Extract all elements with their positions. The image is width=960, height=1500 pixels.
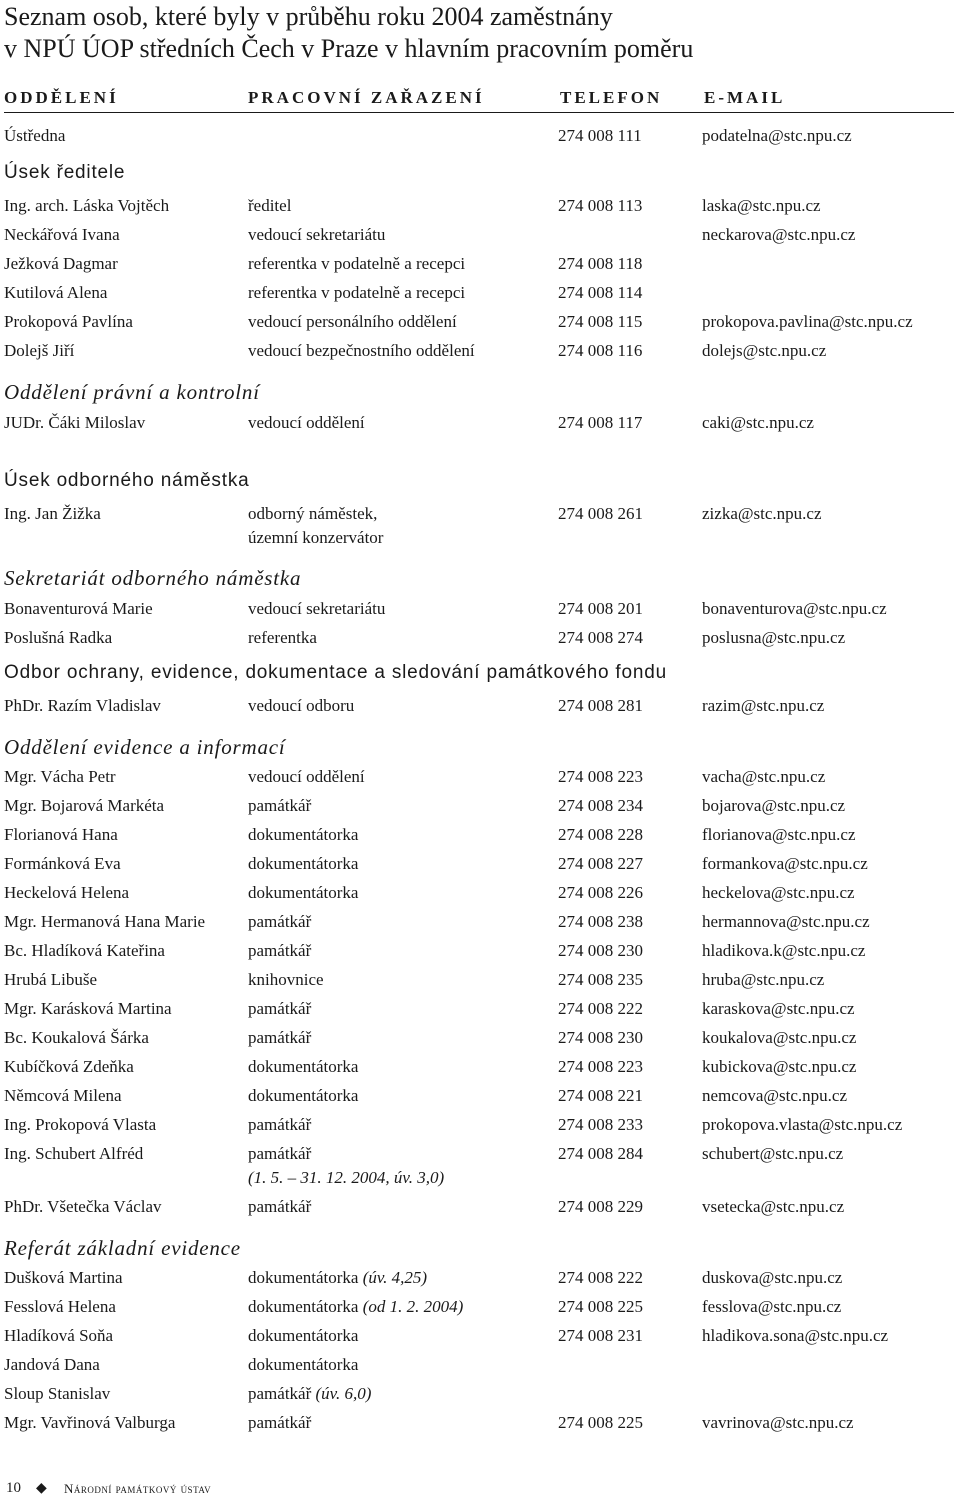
email: duskova@stc.npu.cz	[702, 1268, 843, 1287]
person-name: Bonaventurová Marie	[4, 599, 153, 618]
page-title-line-1: Seznam osob, které byly v průběhu roku 2004 zaměstnány	[4, 2, 613, 31]
email: razim@stc.npu.cz	[702, 696, 825, 715]
table-row	[0, 1115, 960, 1139]
table-row	[0, 312, 960, 336]
email: hermannova@stc.npu.cz	[702, 912, 870, 931]
email: vsetecka@stc.npu.cz	[702, 1197, 845, 1216]
header-position: PRACOVNÍ ZAŘAZENÍ	[248, 88, 485, 107]
table-row	[0, 854, 960, 878]
person-name: Bc. Hladíková Kateřina	[4, 941, 165, 960]
phone: 274 008 222	[558, 1268, 643, 1287]
email: formankova@stc.npu.cz	[702, 854, 868, 873]
person-name: Mgr. Vácha Petr	[4, 767, 116, 786]
position-continuation: územní konzervátor	[248, 528, 384, 547]
phone: 274 008 223	[558, 1057, 643, 1076]
table-row	[0, 1144, 960, 1168]
phone: 274 008 229	[558, 1197, 643, 1216]
person-name: Ježková Dagmar	[4, 254, 118, 273]
email: kubickova@stc.npu.cz	[702, 1057, 857, 1076]
section-heading: Sekretariát odborného náměstka	[4, 566, 302, 590]
email: prokopova.pavlina@stc.npu.cz	[702, 312, 913, 331]
person-name: PhDr. Všetečka Václav	[4, 1197, 162, 1216]
phone: 274 008 221	[558, 1086, 643, 1105]
table-row	[0, 504, 960, 528]
email: bonaventurova@stc.npu.cz	[702, 599, 887, 618]
table-row	[0, 970, 960, 994]
person-name: PhDr. Razím Vladislav	[4, 696, 161, 715]
table-row	[0, 413, 960, 437]
phone: 274 008 118	[558, 254, 643, 273]
person-name: Bc. Koukalová Šárka	[4, 1028, 149, 1047]
position: referentka v podatelně a recepci	[248, 283, 466, 302]
person-name: Kutilová Alena	[4, 283, 108, 302]
table-row	[0, 1413, 960, 1437]
position: vedoucí sekretariátu	[248, 599, 386, 618]
position-label: dokumentátorka	[248, 1297, 359, 1316]
phone: 274 008 281	[558, 696, 643, 715]
email: prokopova.vlasta@stc.npu.cz	[702, 1115, 903, 1134]
phone: 274 008 235	[558, 970, 643, 989]
position: dokumentátorka	[248, 883, 359, 902]
position: památkář	[248, 1028, 312, 1047]
table-row	[0, 254, 960, 278]
position: památkář	[248, 1144, 312, 1163]
phone: 274 008 226	[558, 883, 643, 902]
person-name: Heckelová Helena	[4, 883, 130, 902]
phone: 274 008 233	[558, 1115, 643, 1134]
header-phone: TELEFON	[560, 88, 663, 107]
email: schubert@stc.npu.cz	[702, 1144, 844, 1163]
phone: 274 008 113	[558, 196, 643, 215]
phone: 274 008 116	[558, 341, 643, 360]
person-name: Dušková Martina	[4, 1268, 123, 1287]
person-name: Ing. Jan Žižka	[4, 504, 101, 523]
table-row	[0, 1197, 960, 1221]
phone: 274 008 231	[558, 1326, 643, 1345]
email: florianova@stc.npu.cz	[702, 825, 856, 844]
email: podatelna@stc.npu.cz	[702, 126, 852, 145]
phone: 274 008 228	[558, 825, 643, 844]
email: bojarova@stc.npu.cz	[702, 796, 846, 815]
person-name: Hrubá Libuše	[4, 970, 98, 989]
position: památkář	[248, 1413, 312, 1432]
table-row	[0, 825, 960, 849]
position: památkář	[248, 1115, 312, 1134]
person-name: Kubíčková Zdeňka	[4, 1057, 134, 1076]
table-row	[0, 341, 960, 365]
phone: 274 008 117	[558, 413, 643, 432]
phone: 274 008 222	[558, 999, 643, 1018]
position: dokumentátorka	[248, 1057, 359, 1076]
position: vedoucí sekretariátu	[248, 225, 386, 244]
table-row	[0, 196, 960, 220]
person-name: Jandová Dana	[4, 1355, 100, 1374]
position-label: dokumentátorka	[248, 1268, 359, 1287]
position	[248, 1297, 463, 1317]
email: hladikova.k@stc.npu.cz	[702, 941, 866, 960]
section-heading: Referát základní evidence	[4, 1236, 241, 1260]
position: odborný náměstek,	[248, 504, 378, 523]
table-row	[0, 1268, 960, 1292]
section-heading: Oddělení evidence a informací	[4, 735, 286, 759]
person-name: Fesslová Helena	[4, 1297, 116, 1316]
phone: 274 008 284	[558, 1144, 643, 1163]
header-department: ODDĚLENÍ	[4, 88, 119, 107]
position: památkář	[248, 941, 312, 960]
email: vavrinova@stc.npu.cz	[702, 1413, 854, 1432]
email: nemcova@stc.npu.cz	[702, 1086, 847, 1105]
position: referentka	[248, 628, 317, 647]
person-name: Mgr. Bojarová Markéta	[4, 796, 165, 815]
phone: 274 008 114	[558, 283, 643, 302]
phone: 274 008 230	[558, 941, 643, 960]
position: památkář	[248, 912, 312, 931]
table-row	[0, 283, 960, 307]
email: neckarova@stc.npu.cz	[702, 225, 856, 244]
email: zizka@stc.npu.cz	[702, 504, 822, 523]
phone: 274 008 227	[558, 854, 643, 873]
table-row	[0, 1384, 960, 1408]
person-name: Neckářová Ivana	[4, 225, 120, 244]
person-name: Mgr. Karásková Martina	[4, 999, 172, 1018]
email: laska@stc.npu.cz	[702, 196, 821, 215]
person-name: Ing. Schubert Alfréd	[4, 1144, 144, 1163]
page-title-line-2: v NPÚ ÚOP středních Čech v Praze v hlavním pracovním poměru	[4, 34, 694, 63]
table-row	[0, 883, 960, 907]
section-heading: Oddělení právní a kontrolní	[4, 380, 260, 404]
position: dokumentátorka	[248, 825, 359, 844]
table-row	[0, 1086, 960, 1110]
email: fesslova@stc.npu.cz	[702, 1297, 842, 1316]
section-heading: Úsek odborného náměstka	[4, 470, 250, 491]
table-row	[0, 628, 960, 652]
email: karaskova@stc.npu.cz	[702, 999, 855, 1018]
person-name: Florianová Hana	[4, 825, 118, 844]
person-name: Formánková Eva	[4, 854, 121, 873]
person-name: Dolejš Jiří	[4, 341, 75, 360]
position: památkář	[248, 1197, 312, 1216]
person-name: JUDr. Čáki Miloslav	[4, 413, 146, 432]
table-row	[0, 1355, 960, 1379]
phone: 274 008 111	[558, 126, 642, 145]
diamond-icon: ◆	[36, 1481, 47, 1496]
phone: 274 008 261	[558, 504, 643, 523]
table-row	[0, 696, 960, 720]
table-row	[0, 912, 960, 936]
table-row	[0, 1326, 960, 1350]
position: památkář	[248, 999, 312, 1018]
email: poslusna@stc.npu.cz	[702, 628, 846, 647]
phone: 274 008 274	[558, 628, 643, 647]
email: hruba@stc.npu.cz	[702, 970, 825, 989]
position: referentka v podatelně a recepci	[248, 254, 466, 273]
header-email: E-MAIL	[704, 88, 786, 107]
position-label: památkář	[248, 1384, 312, 1403]
table-row	[0, 1028, 960, 1052]
person-name: Poslušná Radka	[4, 628, 113, 647]
email: heckelova@stc.npu.cz	[702, 883, 855, 902]
position: vedoucí oddělení	[248, 413, 365, 432]
person-name: Ústředna	[4, 126, 66, 145]
phone: 274 008 115	[558, 312, 643, 331]
page-number: 10	[6, 1480, 21, 1496]
position: památkář	[248, 796, 312, 815]
person-name: Mgr. Hermanová Hana Marie	[4, 912, 206, 931]
email: dolejs@stc.npu.cz	[702, 341, 827, 360]
phone: 274 008 225	[558, 1413, 643, 1432]
person-name: Prokopová Pavlína	[4, 312, 133, 331]
phone: 274 008 238	[558, 912, 643, 931]
person-name: Ing. arch. Láska Vojtěch	[4, 196, 170, 215]
person-name: Němcová Milena	[4, 1086, 122, 1105]
position: dokumentátorka	[248, 1086, 359, 1105]
email: caki@stc.npu.cz	[702, 413, 814, 432]
email: koukalova@stc.npu.cz	[702, 1028, 857, 1047]
person-name: Hladíková Soňa	[4, 1326, 114, 1345]
position: ředitel	[248, 196, 292, 215]
position: vedoucí odboru	[248, 696, 355, 715]
employment-note: (1. 5. – 31. 12. 2004, úv. 3,0)	[248, 1168, 445, 1187]
position	[248, 1268, 427, 1288]
position-note: (úv. 6,0)	[315, 1384, 372, 1403]
table-row	[0, 225, 960, 249]
person-name: Mgr. Vavřinová Valburga	[4, 1413, 176, 1432]
table-row	[0, 1297, 960, 1321]
position	[248, 1384, 371, 1404]
table-header	[4, 88, 954, 113]
position-note: (od 1. 2. 2004)	[362, 1297, 464, 1316]
table-row	[0, 941, 960, 965]
phone: 274 008 225	[558, 1297, 643, 1316]
position: vedoucí oddělení	[248, 767, 365, 786]
position: knihovnice	[248, 970, 324, 989]
phone: 274 008 223	[558, 767, 643, 786]
table-row	[0, 599, 960, 623]
section-heading: Odbor ochrany, evidence, dokumentace a sledování památkového fondu	[4, 662, 667, 683]
position: dokumentátorka	[248, 1355, 359, 1374]
phone: 274 008 234	[558, 796, 643, 815]
position: vedoucí personálního oddělení	[248, 312, 457, 331]
table-row	[0, 126, 960, 150]
person-name: Sloup Stanislav	[4, 1384, 111, 1403]
position: dokumentátorka	[248, 854, 359, 873]
phone: 274 008 230	[558, 1028, 643, 1047]
section-heading: Úsek ředitele	[4, 162, 126, 183]
institution-name: Národní památkový ústav	[64, 1481, 212, 1496]
position: vedoucí bezpečnostního oddělení	[248, 341, 475, 360]
table-row	[0, 767, 960, 791]
email: vacha@stc.npu.cz	[702, 767, 826, 786]
position-note: (úv. 4,25)	[362, 1268, 428, 1287]
phone: 274 008 201	[558, 599, 643, 618]
person-name: Ing. Prokopová Vlasta	[4, 1115, 157, 1134]
email: hladikova.sona@stc.npu.cz	[702, 1326, 889, 1345]
table-row	[0, 796, 960, 820]
table-row	[0, 999, 960, 1023]
table-row	[0, 1057, 960, 1081]
position: dokumentátorka	[248, 1326, 359, 1345]
